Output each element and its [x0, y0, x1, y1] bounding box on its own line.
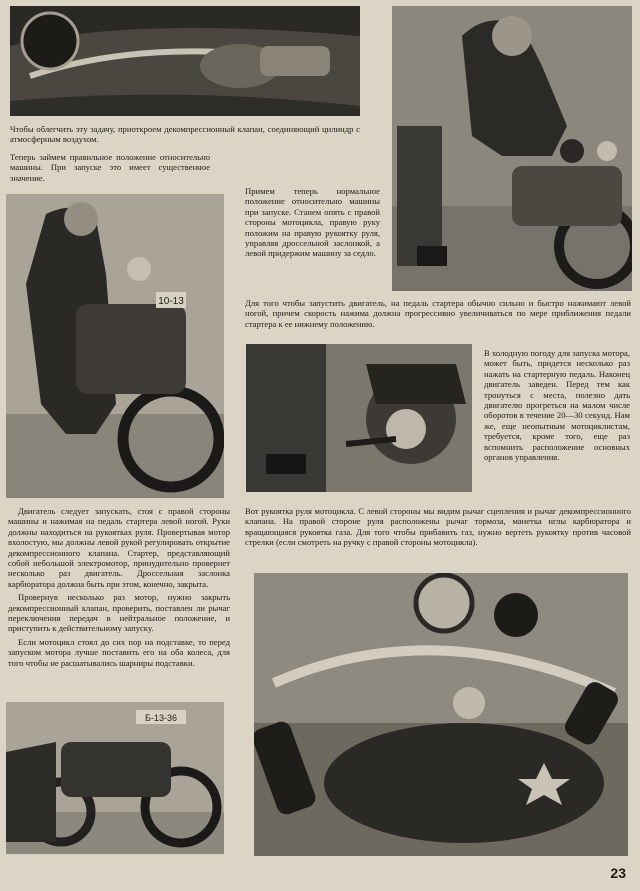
license-plate-text-2: Б-13-36 [145, 713, 177, 723]
text-engine-start [8, 506, 230, 671]
photo-rider-position [392, 6, 632, 291]
caption-handlebar: Вот рукоятка руля мотоцикла. С левой стороны мы видим рычаг сцепления и рычаг декомпрессионного клапана. На правой стороне руля расположены рычаг тормоза, манетка иглы карбюратора и вращающаяся рукоятка газа. Для того чтобы прибавить газ, нужно вертеть рукоятку против часовой стрелки (если смотреть на ручку с правой стороны мотоцикла). [245, 506, 631, 548]
photo-motorcycle-stand [6, 702, 224, 854]
paragraph-start-3: Если мотоцикл стоял до сих пор на подставке, то перед запуском мотора лучше поставить его на оба колеса, для того чтобы не расшатывались шарниры подставки. [8, 636, 230, 668]
page-number: 23 [610, 865, 626, 881]
paragraph-start-2: Провернув несколько раз мотор, нужно закрыть декомпрессионный клапан, проверить, поставлен ли рычаг переключения передач в нейтральное положение, и приступить к действительному запуску. [8, 592, 230, 634]
caption-decompression: Чтобы облегчить эту задачу, приоткроем декомпрессионный клапан, соединяющий цилиндр с атмосферным воздухом. [10, 124, 360, 145]
photo-decompression-lever [10, 6, 360, 116]
caption-normal-position: Примем теперь нормальное положение относительно машины при запуске. Станем опять с правой стороны мотоцикла, правую руку положим на правую рукоятку руля, управляя дроссельной заслонкой, а левой придержим машину за седло. [245, 186, 380, 259]
photo-kickstart-pedal [246, 344, 472, 492]
photo-starting-stance [6, 194, 224, 498]
license-plate-text-1: 10-13 [158, 296, 184, 307]
paragraph-start-1: Двигатель следует запускать, стоя с правой стороны машины и нажимая на педаль стартера левой ногой. Руки должны находиться на рукоятках руля. Провертывая мотор вхолостую, мы должны левой рукой регулировать открытие декомпрессионного клапана. Стартер, представляющий собой небольшой электромотор, принудительно провернет несколько раз двигатель. Дроссельная заслонка карбюратора должна быть при этом, конечно, закрыта. [8, 506, 230, 589]
caption-kickstart: Для того чтобы запустить двигатель, на педаль стартера обычно сильно и быстро нажимают левой ногой, причем скорость нажима должна прогрессивно увеличиваться по мере приближения педали стартера к ее нижнему положению. [245, 298, 631, 329]
caption-position: Теперь займем правильное положение относительно машины. При запуске это имеет существенное значение. [10, 152, 210, 183]
caption-cold-weather: В холодную погоду для запуска мотора, может быть, придется несколько раз нажать на стартерную педаль. Наконец двигатель заведен. Перед тем как тронуться с места, полезно дать двигателю прогреться на малом числе оборотов в течение 20—30 секунд. Нам же, еще неопытным мотоциклистам, требуется, кроме того, еще раз вспомнить расположение основных органов управления. [484, 348, 630, 463]
photo-handlebar-controls [254, 573, 628, 856]
